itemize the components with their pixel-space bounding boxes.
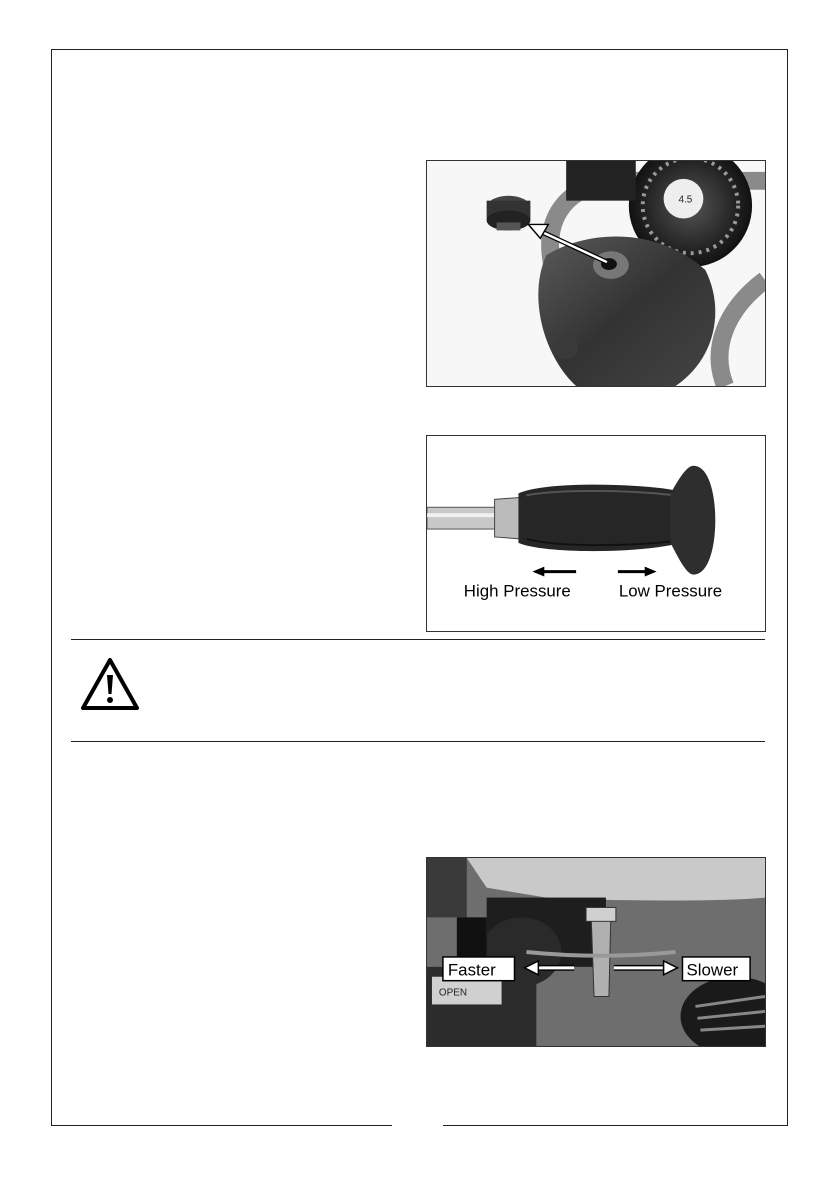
oil-cap-photo	[426, 160, 766, 387]
oil-cap-illustration	[427, 161, 765, 386]
svg-text:4.5: 4.5	[678, 194, 693, 206]
pressure-nozzle-illustration	[427, 436, 765, 631]
throttle-lever-illustration	[427, 858, 765, 1046]
high-pressure-label: High Pressure	[463, 581, 571, 601]
faster-label: Faster	[447, 960, 496, 980]
low-pressure-label: Low Pressure	[618, 581, 723, 601]
slower-label: Slower	[686, 960, 739, 980]
footer-rule-right	[443, 1125, 788, 1126]
warning-rule-top	[71, 639, 765, 640]
warning-rule-bottom	[71, 741, 765, 742]
warning-triangle-icon	[80, 657, 140, 711]
footer-rule-left	[51, 1125, 392, 1126]
throttle-lever-photo	[426, 857, 766, 1047]
pressure-nozzle-photo	[426, 435, 766, 632]
switch-open-label: OPEN	[438, 987, 468, 999]
